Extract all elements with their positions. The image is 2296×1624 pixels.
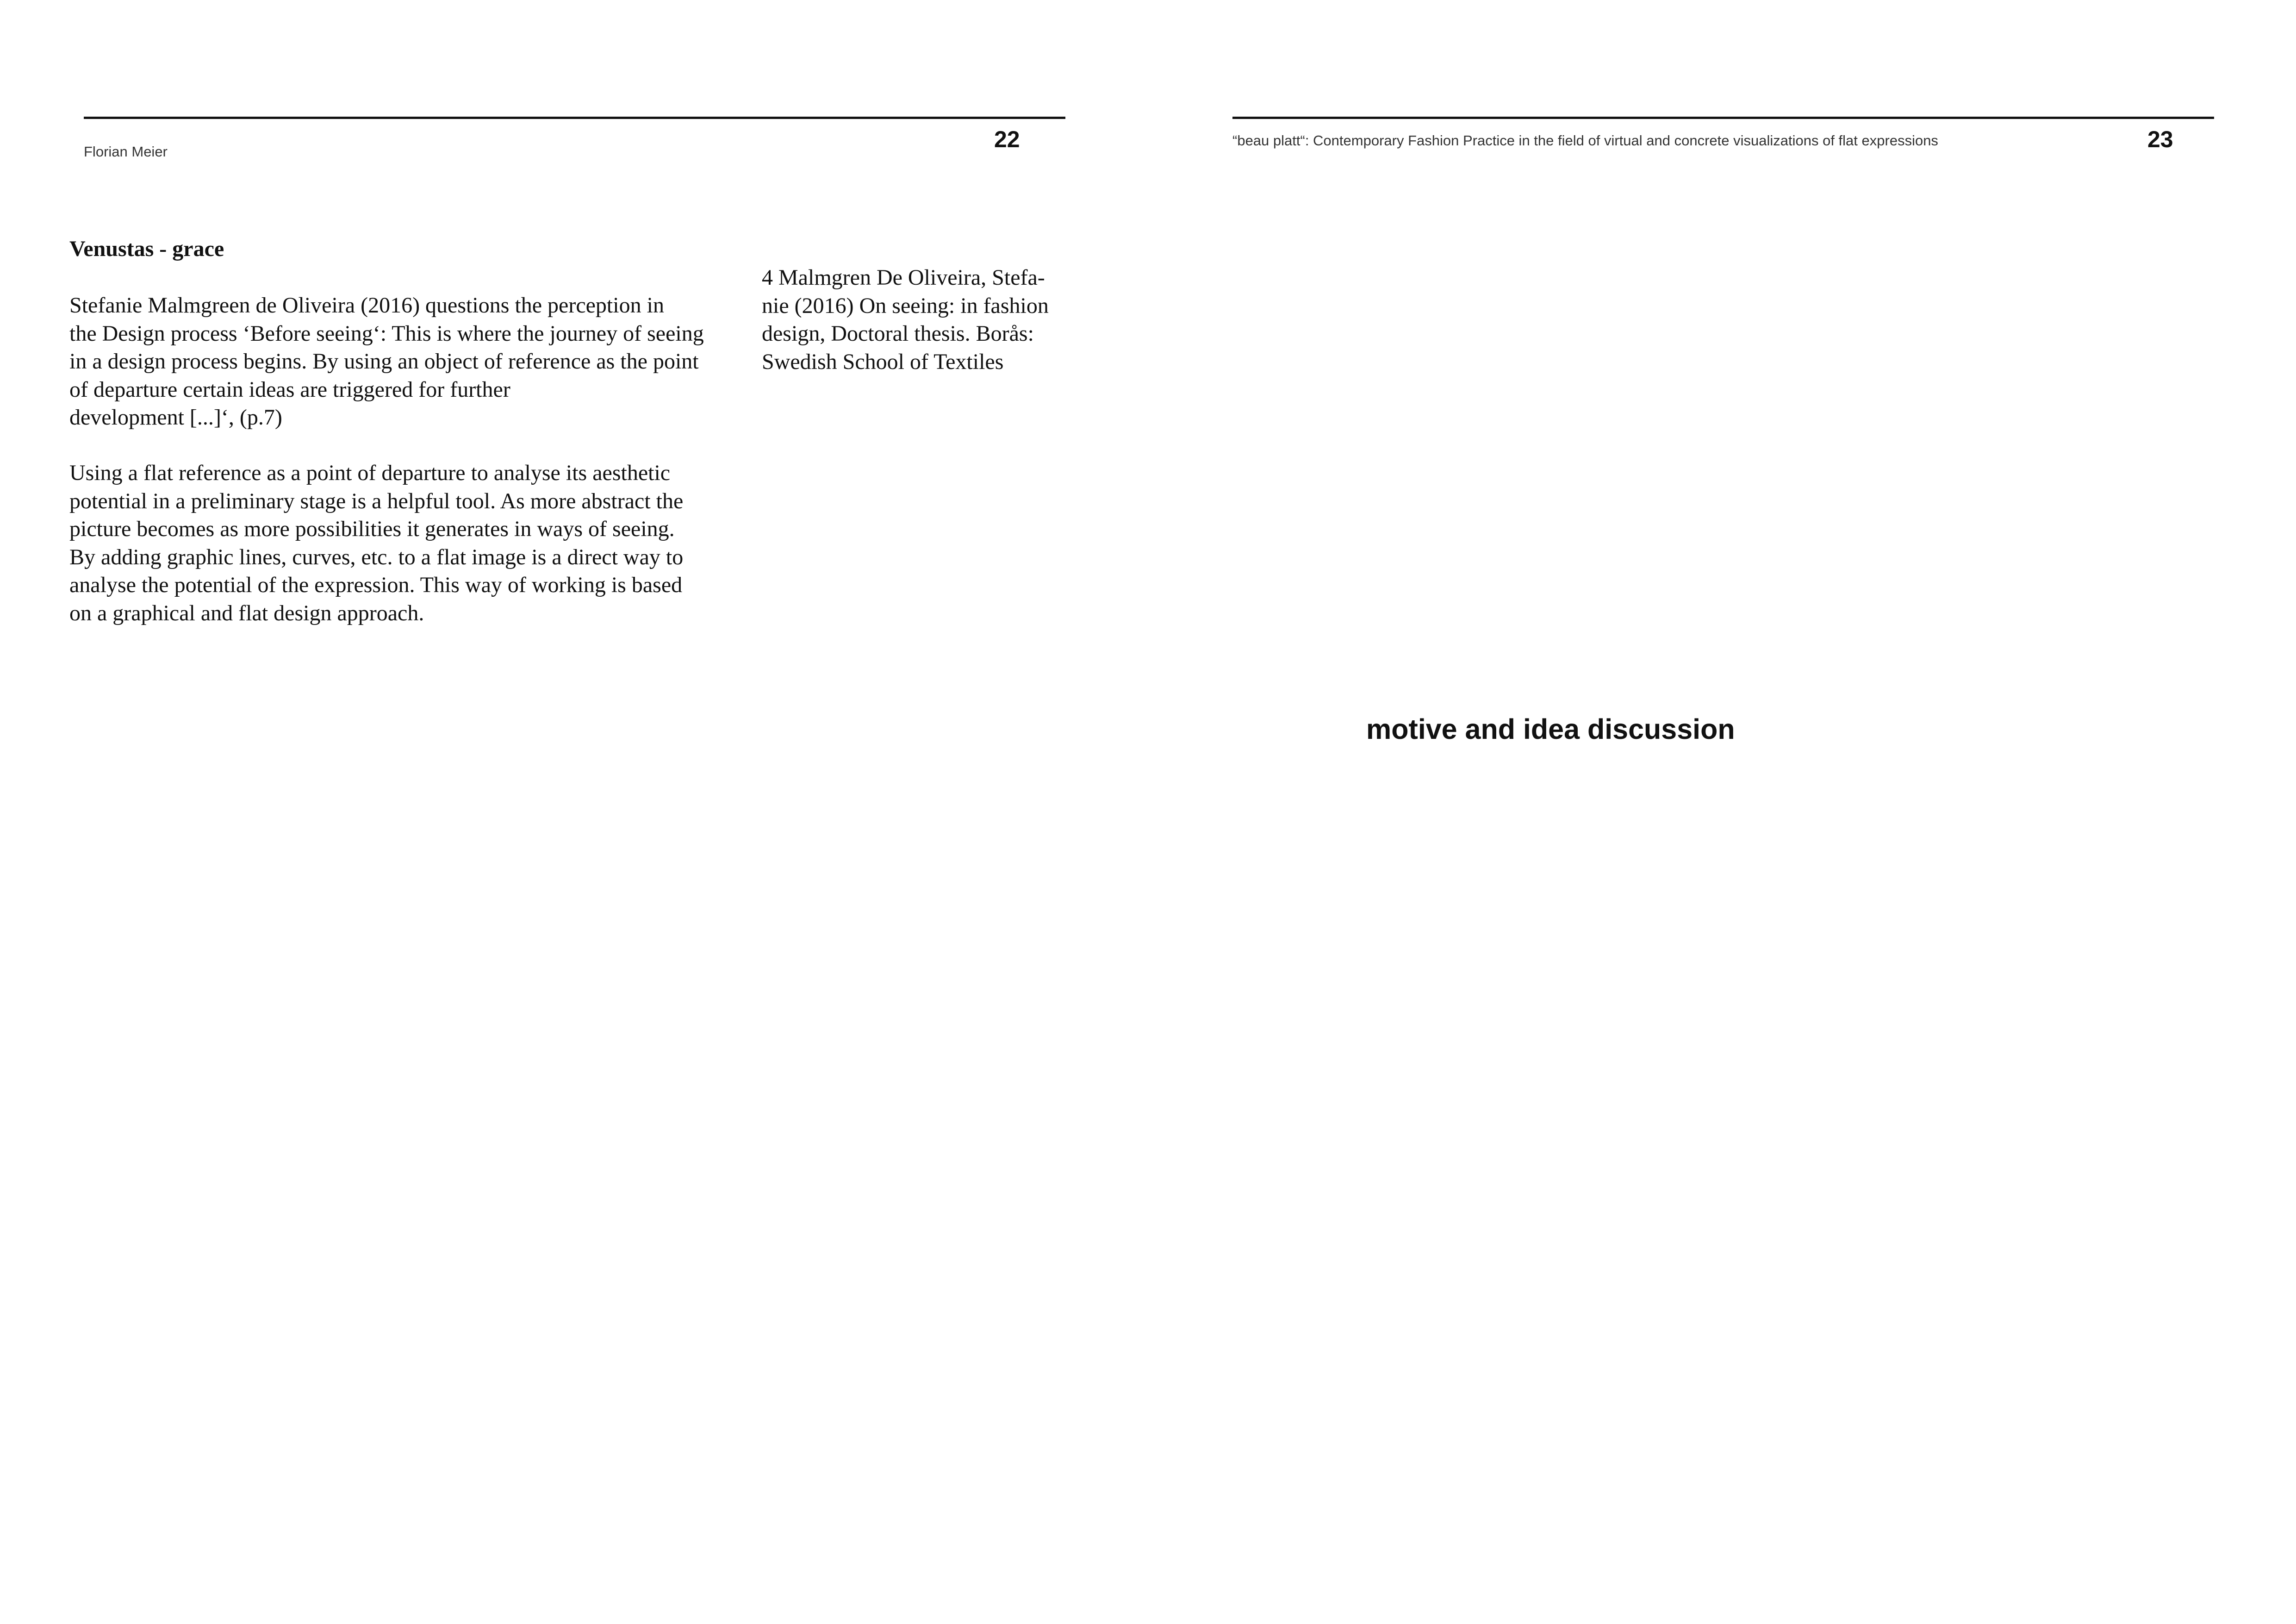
body-paragraph <box>69 292 727 432</box>
paragraph-line: of departure certain ideas are triggered for further <box>69 377 510 402</box>
footnote-line: Swedish School of Textiles <box>762 349 1004 374</box>
body-paragraph <box>69 459 727 627</box>
paragraph-line: the Design process ‘Before seeing‘: This is where the journey of seeing <box>69 321 704 346</box>
running-title: “beau platt“: Contemporary Fashion Practice in the field of virtual and concrete visualizations of flat expressions <box>1232 132 1938 149</box>
footnote-line: design, Doctoral thesis. Borås: <box>762 321 1034 346</box>
header-rule <box>1232 117 2214 119</box>
paragraph-line: on a graphical and flat design approach. <box>69 600 424 625</box>
section-title: motive and idea discussion <box>1366 713 1735 745</box>
footnote-line: 4 Malmgren De Oliveira, Stefa- <box>762 265 1045 290</box>
paragraph-line: picture becomes as more possibilities it generates in ways of seeing. <box>69 517 675 541</box>
page-number: 22 <box>994 126 1020 152</box>
page-number: 23 <box>2147 126 2173 152</box>
paragraph-line: development [...]‘, (p.7) <box>69 405 282 430</box>
paragraph-line: in a design process begins. By using an object of reference as the point <box>69 349 699 374</box>
footnote <box>762 264 1049 376</box>
right-page <box>1148 0 2296 1624</box>
header-rule <box>84 117 1065 119</box>
paragraph-line: By adding graphic lines, curves, etc. to a flat image is a direct way to <box>69 544 684 569</box>
paragraph-line: Stefanie Malmgreen de Oliveira (2016) questions the perception in <box>69 293 664 318</box>
footnote-line: nie (2016) On seeing: in fashion <box>762 293 1049 318</box>
paragraph-line: potential in a preliminary stage is a helpful tool. As more abstract the <box>69 488 684 513</box>
paragraph-line: analyse the potential of the expression. This way of working is based <box>69 573 683 597</box>
section-heading: Venustas - grace <box>69 237 224 261</box>
author-name: Florian Meier <box>84 144 168 160</box>
paragraph-line: Using a flat reference as a point of departure to analyse its aesthetic <box>69 461 671 485</box>
